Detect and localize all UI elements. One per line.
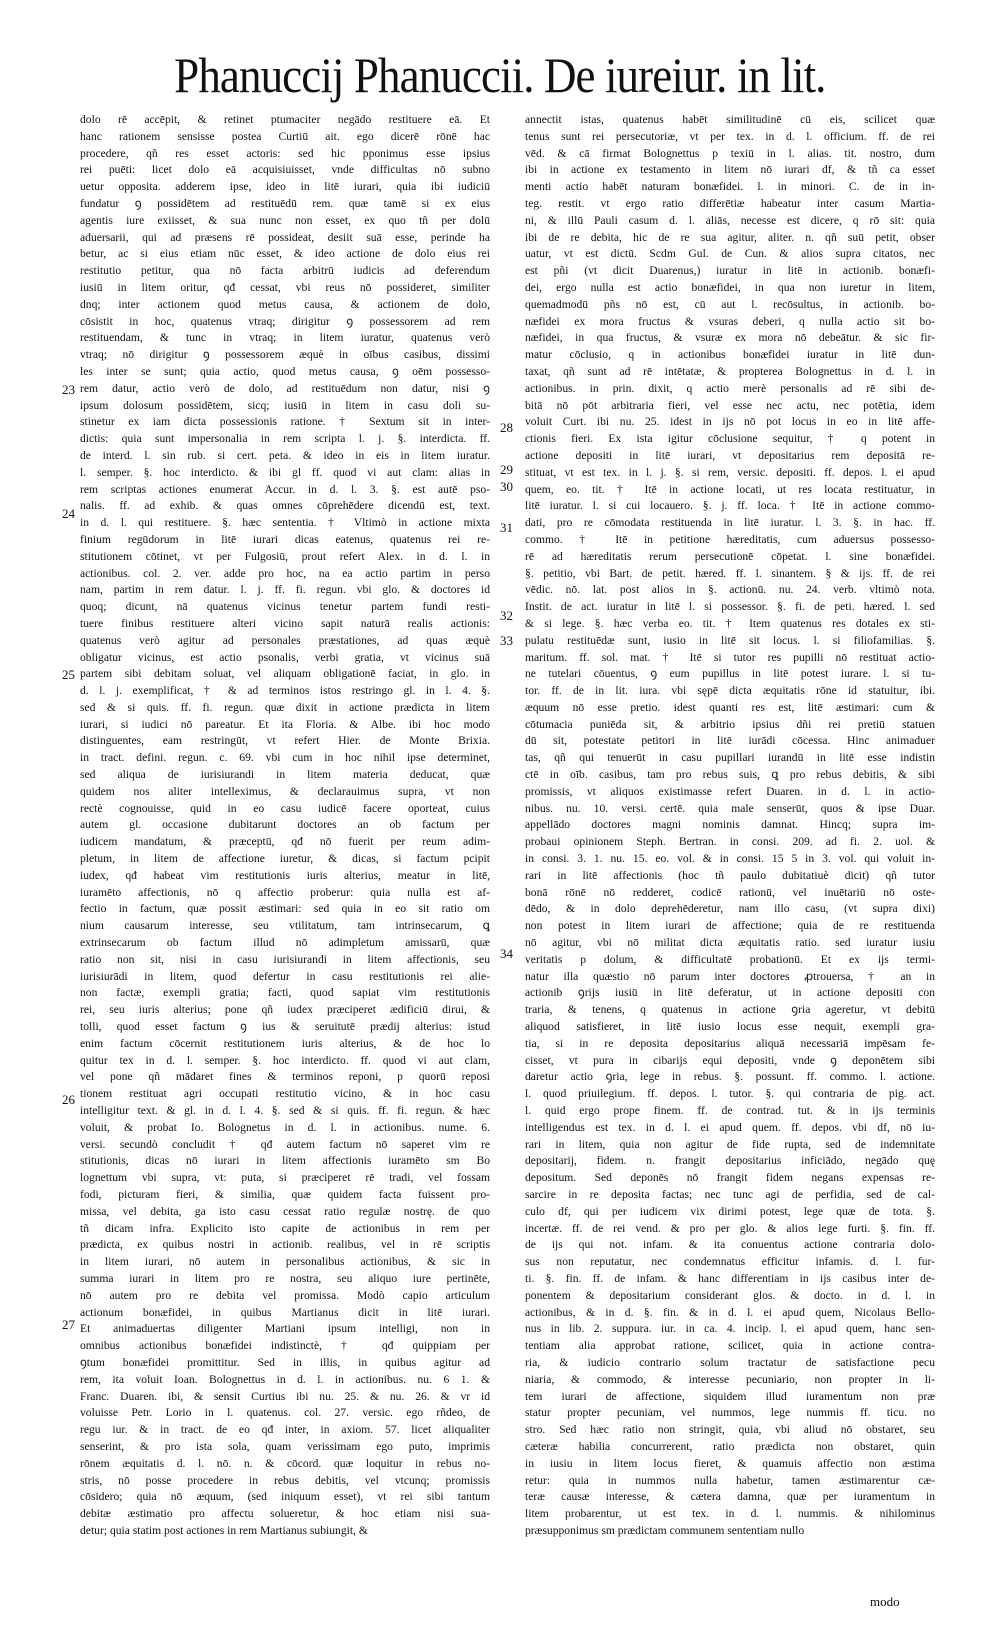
text-line: incertæ. ff. de rei vend. & pro per glo. & alios lege furti. §. fin. ff.	[525, 1221, 935, 1235]
text-line: cæteræ habilia concurrerent, ratio prædicta non obstaret, quin	[525, 1439, 935, 1453]
text-line: retur: quia in nummos nulla habetur, tamen æstimarentur cæ-	[525, 1473, 935, 1487]
text-line: æquum nō esse pretio. idest quanti res est, litē æstimari: cum &	[525, 700, 935, 714]
text-line: tenus sunt rei persecutoriæ, vt per tex. in d. l. officium. ff. de rei	[525, 129, 935, 143]
text-line: rem datur, actio verò de dolo, ad restituēdum non datur, nisi ꝯ	[80, 381, 490, 395]
text-line: dū sit, potestate petitori in litē iurādi cōcessa. Hinc animaduer	[525, 734, 935, 748]
text-line: nalis. ff. ad exhib. & quas omnes cōprehēdere dicendū est, text.	[80, 499, 490, 513]
text-line: missa, vel debita, ga isto casu cessat ratio regulæ nostrę. de quo	[80, 1204, 490, 1218]
text-line: bonā rōnē nō redderet, codicē rationū, vel inuētariū nō oste-	[525, 885, 935, 899]
text-line: voluit Curt. ibi nu. 25. idest in ijs nō pot locus in eo in litē affe-	[525, 415, 935, 429]
text-line: depositarij, fidem. n. frangit depositarius inficiādo, negādo quę	[525, 1154, 935, 1168]
text-line: betur, ac si eius etiam nūc esset, & ideo actione de dolo eius rei	[80, 247, 490, 261]
text-line: commo. † Itē in petitione hæreditatis, cum aduersus possesso-	[525, 532, 935, 546]
text-line: nam, partim in rem datur. l. j. ff. fi. regun. vbi glo. & doctores id	[80, 583, 490, 597]
text-line: quidem nos aliter intelleximus, & declarauimus supra, vt non	[80, 784, 490, 798]
text-line: annectit istas, quatenus habēt similitudinē cū eis, scilicet quæ	[525, 113, 935, 126]
text-line: tas, qñ qui tenuerūt in casu pupillari iurandū in litē esse indistin	[525, 751, 935, 765]
margin-number: 34	[500, 946, 513, 961]
text-line: ibi de re debita, hic de re sua agitur, aliter. n. qñ suū petit, obser	[525, 230, 935, 244]
text-line: rem scriptas actiones enumerat Accur. in d. l. 3. §. est autē pso-	[80, 482, 490, 496]
text-line: ponentem & depositarium considerant glos. & docto. in d. l. in	[525, 1288, 935, 1302]
text-line: fundatur ꝯ possidētem ad restituēdū rem. quæ tamē si ex eius	[80, 196, 490, 210]
text-line: cōtumacia puniēda sit, & arbitrio ipsius dñi rei pretiū statuen	[525, 717, 935, 731]
text-line: rectè cognouisse, quid in eo casu iudicē facere oporteat, cuius	[80, 801, 490, 815]
margin-number: 27	[62, 1317, 75, 1332]
text-line: rei puēti: licet dolo eā acquisiuisset, vnde difficultas nō subno	[80, 163, 490, 177]
text-line: pulatu restituēdæ sunt, iusio in litē sit locus. l. si filiofamilias. §.	[525, 633, 935, 647]
text-line: ipsum dolosum possidētem, sicq; iusiū in litem in casu doli su-	[80, 398, 490, 412]
text-line: intelligitur text. & gl. in d. l. 4. §. sed & si quis. ff. fi. regun. & hæc	[80, 1104, 490, 1118]
text-line: rem, ita voluit Ioan. Bolognettus in d. l. in actionibus. nu. 6 1. &	[80, 1372, 490, 1386]
text-line: aduersarii, qui ad præsens rē possideat, desiit suā esse, perinde ha	[80, 230, 490, 244]
text-line: natur illa quæstio nō parum inter doctores ꝓtrouersa, † an in	[525, 969, 935, 983]
margin-number: 32	[500, 608, 513, 623]
text-line: in consi. 3. 1. nu. 15. eo. vol. & in consi. 15 5 in 3. vol. qui voluit in-	[525, 852, 935, 866]
text-line: voluisse Petr. Lorio in l. quatenus. col. 27. versic. ego rñdeo, de	[80, 1406, 490, 1420]
text-line: maritum. ff. sol. mat. † Itē si tutor res pupilli nō restituat actio-	[525, 650, 935, 664]
text-line: bitā nō pōt arbitraria fieri, vel esse nec actu, nec potētia, idem	[525, 398, 935, 412]
text-line: nus in lib. 2. suppura. iur. in ca. 4. incip. l. ei apud quem, hanc sen-	[525, 1322, 935, 1336]
text-line: niaria, & commodo, & interesse pecuniario, non propter in li-	[525, 1372, 935, 1386]
text-line: actionibus. in prin. dixit, q actio merè personalis ad rē sibi de-	[525, 381, 935, 395]
text-line: sed & si quis. ff. fi. regun. quæ dixit in actione prædicta in litem	[80, 700, 490, 714]
text-line: lognettum vbi supra, vt: puta, si præciperet rē tradi, vel fossam	[80, 1171, 490, 1185]
margin-number: 25	[62, 667, 75, 682]
text-line: l. semper. §. hoc interdicto. & ibi gl ff. quod vi aut clam: alias in	[80, 465, 490, 479]
text-line: sus non reputatur, nec condemnatus efficitur infamis. d. l. fur-	[525, 1255, 935, 1269]
text-line: in d. l. qui restituere. §. hæc sententia. † Vltimò in actione mixta	[80, 516, 490, 530]
text-line: actionibus, & in d. §. fin. & in d. l. ei apud quem, Nicolaus Bello-	[525, 1305, 935, 1319]
text-line: probaui opinionem Steph. Bertran. in consi. 209. ad fi. 2. uol. &	[525, 835, 935, 849]
text-line: ria, & iudicio contrario solum tractatur de satisfactione pecu	[525, 1355, 935, 1369]
text-line: rari in litē affectionis (hoc tñ paulo dubitatiuè dicit) qñ tutor	[525, 868, 935, 882]
text-line: extrinsecarum ob factum illud nō adimpletum amissarū, quæ	[80, 936, 490, 950]
text-line: dictis: quia sunt impersonalia in rem scripta l. j. §. interdicta. ff.	[80, 432, 490, 446]
text-line: appellādo doctores magni nominis damnat. Hincq; supra im-	[525, 818, 935, 832]
text-line: tem iurari de affectione, siquidem illud iuramentum non præ	[525, 1389, 935, 1403]
text-line: stro. Sed hæc ratio non stringit, quia, vbi aliud nō obstaret, seu	[525, 1423, 935, 1437]
text-line: vēd. & cā firmat Bolognettus p texiū in l. alias. tit. nostro, dum	[525, 146, 935, 160]
text-line: actione depositi in litē iurari, vt depositarius rem depositā re-	[525, 448, 935, 462]
text-line: dolo rē accēpit, & retinet ptumaciter negādo restituere eā. Et	[80, 113, 490, 126]
right-text-column	[525, 112, 935, 1592]
text-line: ne tutelari cōuentus, ꝯ eum pupillus in litē potest iurare. l. si tu-	[525, 667, 935, 681]
text-line: actionib ꝯrijs iusiū in litē deferatur, ut in actione depositi con	[525, 986, 935, 1000]
text-line: in tract. defini. regun. c. 69. vbi cum in hoc nihil ipse determinet,	[80, 751, 490, 765]
text-line: autem gl. occasione dubitarunt doctores an ob factum per	[80, 818, 490, 832]
text-line: voluit, & probat Io. Bolognetus in d. l. in actionibus. nume. 6.	[80, 1120, 490, 1134]
text-line: ctē in oīb. casibus, tam pro rebus suis, ꝗ pro rebus debitis, & sibi	[525, 768, 935, 782]
text-line: l. quod priuilegium. ff. depos. l. tutor. §. qui contraria de pig. act.	[525, 1087, 935, 1101]
text-line: §. petitio, vbi Bart. de petit. hæred. ff. l. sinantem. § & ijs. ff. de rei	[525, 566, 935, 580]
text-line: l. quid ergo prope finem. ff. de contrad. tut. & in ijs terminis	[525, 1104, 935, 1118]
text-line: tñ dicam infra. Explicito isto capite de actionibus in rem per	[80, 1221, 490, 1235]
text-line: debitæ æstimatio pro affectu solueretur, & hoc etiam nisi sua-	[80, 1507, 490, 1521]
text-line: ti. §. fin. ff. de infam. & hanc differentiam in ijs casibus inter de-	[525, 1271, 935, 1285]
text-line: stitutionem cōtinet, vt per Fulgosiū, prout refert Alex. in d. l. in	[80, 549, 490, 563]
text-line: est pñi (vt dicit Duarenus,) iuratur in litē in actionib. bonæfi-	[525, 264, 935, 278]
text-line: aliquod satisfieret, in litē iusio locus esse nequit, exempli gra-	[525, 1020, 935, 1034]
text-line: iudicem mandatum, & præceptū, qđ nō fuerit per reum adim-	[80, 835, 490, 849]
text-line: restitutio petitur, qua nō facta arbitrū iudicis ad deferendum	[80, 264, 490, 278]
text-line: sarcire in re deposita factas; nec tunc agi de perfidia, sed de cal-	[525, 1188, 935, 1201]
text-line: tolli, quod esset factum ꝯ ius & seruitutē prædij alterius: istud	[80, 1020, 490, 1034]
text-line: nō autem pro re debita vel promissa. Modò capio articulum	[80, 1288, 490, 1302]
text-line: cōsidero; quia nō æquum, (sed iniquum esset), vt rei sibi tantum	[80, 1490, 490, 1504]
margin-number: 29	[500, 462, 513, 477]
text-line: procedere, qñ res esset actoris: sed hic pponimus esse ipsius	[80, 146, 490, 160]
text-line: taxat, qñ sunt ad rē intētatæ, & propterea Bolognettus in d. l. in	[525, 364, 935, 378]
text-line: nō agitur, vbi nō militat dicta æquitatis ratio. sed iuratur iusiu	[525, 936, 935, 950]
text-line: traria, & tenens, q quatenus in actione ꝯria ageretur, vt debitū	[525, 1003, 935, 1017]
text-line: finium regūdorum in litē iurari dicas eatenus, quatenus rei re-	[80, 532, 490, 546]
text-line: de interd. l. sin rub. si cert. peta. & ideo in eis in litem iuratur.	[80, 448, 490, 462]
text-line: detur; quia statim post actiones in rem Martianus subiungit, &	[80, 1523, 368, 1537]
text-line: de ijs qui not. infam. & ita conuentus actione contraria dolo-	[525, 1238, 935, 1252]
text-line: fectio in factum, quæ possit æstimari: sed quia in eo sit ratio om	[80, 902, 490, 916]
text-line: prædicta, ex quibus nostri in actionib. realibus, vel in rē scriptis	[80, 1238, 490, 1252]
text-line: rari in litem, quia non agitur de fide rupta, sed de indemnitate	[525, 1137, 935, 1151]
text-line: ibi in actione ex testamento in litem nō iurari df, & tñ ca esset	[525, 163, 935, 177]
text-line: uatur, vt est dictū. Scdm Gul. de Cun. & alios supra citatos, nec	[525, 247, 935, 261]
text-line: agentis iure exiisset, & sua nunc non esset, ex quo tñ per dolū	[80, 213, 490, 227]
text-line: summa iurari in litem pro re nostra, seu aliquo iure pertinēte,	[80, 1271, 490, 1285]
text-line: les inter se sunt; quia actio, quod metus causa, ꝯ oēm possesso-	[80, 364, 490, 378]
text-line: rei, seu iuris alterius; pone qñ iudex præciperet ædificiū dirui, &	[80, 1003, 490, 1017]
text-line: præsupponimus sm prædictam communem sententiam nullo	[525, 1523, 805, 1537]
text-line: stituat, vt est tex. in l. j. §. si rem, versic. depositi. ff. depos. l. ei apud	[525, 465, 935, 479]
text-line: stris, nō posse procedere in rebus debitis, vel vtcunq; promissis	[80, 1473, 490, 1487]
text-line: tor. ff. de in lit. iura. vbi sępē dicta æquitatis rōne id statuitur, ibi.	[525, 684, 935, 698]
text-line: distinguentes, eam restringūt, vt refert Hier. de Monte Brixia.	[80, 734, 490, 748]
text-line: tionem restituat agri occupati restitutio vicino, & in hoc casu	[80, 1087, 490, 1101]
text-line: dnq; inter actionem quod metus causa, & actionem de dolo,	[80, 297, 490, 311]
text-line: pletum, in litem de affectione iuretur, & dicas, si factum pcipit	[80, 852, 490, 866]
running-title: Phanuccij Phanuccii. De iureiur. in lit.	[174, 47, 826, 103]
text-line: Et animaduertas diligenter Martiani ipsum intelligi, non in	[80, 1322, 490, 1336]
text-line: daretur actio ꝯria, lege in rebus. §. possunt. ff. commo. l. actione.	[525, 1070, 935, 1084]
text-line: rōnem æquitatis d. l. nō. n. & cōcord. quæ loquitur in rebus no-	[80, 1456, 490, 1470]
text-line: quemadmodū pñs nō est, cū aut l. recōsultus, in actionib. bo-	[525, 297, 935, 311]
text-line: promissis, vt aliquos existimasse refert Duaren. in d. l. in actio-	[525, 784, 935, 798]
text-line: versi. secundò concludit † qđ autem factum nō saperet vim re	[80, 1137, 490, 1151]
text-line: in iusiu in litem locus fieret, & quamuis affectio non æstima	[525, 1456, 935, 1470]
text-line: tuere finibus restituere alteri vicino sapit naturā realis actionis:	[80, 616, 490, 630]
text-line: partem sibi debitam soluat, vel aliquam obligationē faciat, in glo. in	[80, 667, 490, 681]
margin-number: 31	[500, 520, 513, 535]
text-line: dēdo, & in dolo deprehēderetur, nam illo casu, (vt supra dixi)	[525, 902, 935, 916]
text-line: Instit. de act. iuratur in litē l. si possessor. §. fi. de peti. hæred. l. sed	[525, 600, 935, 614]
text-line: non factæ, exempli gratia; facti, quod sapiat vim restitutionis	[80, 986, 490, 1000]
text-line: vel pone qñ mādaret fines & terminos reponi, p quorū reposi	[80, 1070, 490, 1084]
margin-number: 33	[500, 633, 513, 648]
text-line: sed aliqua de iurisiurandi in litem materia deducat, quæ	[80, 768, 490, 782]
text-line: rē ad hæreditatis rerum persecutionē cōpetat. l. sine bonæfidei.	[525, 549, 935, 563]
text-line: senserint, & pro ista sola, quam verissimam ego puto, imprimis	[80, 1439, 490, 1453]
margin-number: 24	[62, 506, 75, 521]
text-line: tentiam alia approbat ratione, scilicet, quia in actione contra-	[525, 1339, 935, 1353]
text-line: uetur opposita. adderem ipse, ideo in litē iurari, quia ibi iudiciū	[80, 180, 490, 194]
text-line: regu iur. & in tract. de eo qđ inter, in axiom. 57. licet aliqualiter	[80, 1423, 490, 1437]
margin-number: 28	[500, 420, 513, 435]
text-line: d. l. j. exemplificat, † & ad terminos istos restringo gl. in l. 4. §.	[80, 684, 490, 698]
text-line: restituendam, & tunc in vtraq; in litem iuratur, quatenus verò	[80, 331, 490, 345]
text-line: teræ causæ interesse, & cætera damna, quæ per iuramentum in	[525, 1490, 935, 1504]
text-line: in litem iurari, nō autem in personalibus actionibus, & sic in	[80, 1255, 490, 1269]
text-line: cōsistit in hoc, quatenus vtraq; dirigitur ꝯ possessorem ad rem	[80, 314, 490, 328]
text-line: nibus. nu. 10. versi. certē. quia male senserūt, quos & ipse Duar.	[525, 801, 935, 815]
text-line: nium causarum interesse, seu vtilitatum, tam intrinsecarum, ꝗ	[80, 919, 490, 933]
text-line: iudex, qđ habeat vim restitutionis iuris alterius, meatur in litē,	[80, 868, 490, 882]
text-line: stinetur ex iam dicta possessionis ratione. † Sextum sit in inter-	[80, 415, 490, 429]
text-line: ctionis fieri. Ex ista igitur cōclusione sequitur, † q potent in	[525, 432, 935, 446]
left-text-column	[80, 112, 490, 1592]
text-line: næfidei ex mora fructus & vsuras deberi, q nulla actio sit bo-	[525, 314, 935, 328]
text-line: omnibus actionibus bonæfidei indistinctè, † qđ quippiam per	[80, 1339, 490, 1353]
text-line: & si lege. §. hæc verba eo. tit. † Item quatenus res dotales ex sti-	[525, 616, 935, 630]
text-line: statur propter pecuniam, vel nummos, lege nummis ff. ticu. no	[525, 1406, 935, 1420]
text-line: actionum bonæfidei, in quibus Martianus dicit in litē iurari.	[80, 1305, 490, 1319]
text-line: ni, & illū Pauli casum d. l. aliās, necesse est dicere, q rō sit: quia	[525, 213, 935, 227]
text-line: litem probarentur, ut est tex. in d. l. nummis. & nihilominus	[525, 1507, 935, 1521]
text-line: Franc. Duaren. ibi, & sensit Curtius ibi nu. 25. & nu. 26. & vr id	[80, 1389, 490, 1403]
text-line: quatenus verò agitur ad personales præstationes, ad quas æquè	[80, 633, 490, 647]
margin-number: 30	[500, 479, 513, 494]
text-line: litē iuratur. l. si cui locauero. §. j. ff. loca. † Itē in actione commo-	[525, 499, 935, 513]
text-line: teg. restit. vt ergo ratio differētiæ habeatur inter casum Martia-	[525, 196, 935, 210]
text-line: iusiū in litem oritur, qđ cessat, vbi reus nō possideret, similiter	[80, 280, 490, 294]
text-line: hanc rationem sensisse postea Curtiū ait. ego dicerē rōnē hac	[80, 129, 490, 143]
text-line: tia, si in re deposita depositarius aliquā necessariā impēsam fe-	[525, 1036, 935, 1050]
margin-number: 23	[62, 382, 75, 397]
text-line: stitutionis, dicas nō iurari in litem affectionis iuramēto sm Bo	[80, 1154, 490, 1168]
text-line: enim factum cōcernit restitutionem iuris alterius, & de hoc lo	[80, 1036, 490, 1050]
catchword: modo	[870, 1594, 900, 1609]
text-line: vtraq; nō dirigitur ꝯ possessorem æquè in oībus casibus, dissimi	[80, 348, 490, 362]
text-line: non potest in litem iurari de affectione; quia de re restituenda	[525, 919, 935, 933]
margin-number: 26	[62, 1092, 75, 1107]
text-line: actionibus. col. 2. ver. adde pro hoc, na ea actio partim in perso	[80, 566, 490, 580]
text-line: quem, eo. tit. † Itē in actione locati, ut res locata restituatur, in	[525, 482, 935, 496]
text-line: ꝯtum bonæfidei promittitur. Sed in illis, in quibus agitur ad	[80, 1355, 490, 1369]
text-line: quoq; dicunt, nā quatenus vicinus tenetur partem fundi resti-	[80, 600, 490, 614]
text-line: dei, ergo nulla est actio bonæfidei, in qua non iuretur in litem,	[525, 280, 935, 294]
text-line: intelligendus est tex. in d. l. ei apud quem. ff. depos. vbi df, nō iu-	[525, 1120, 935, 1134]
page-header	[0, 40, 1000, 110]
text-line: menti actio habēt naturam bonæfidei. l. in minori. C. de in in-	[525, 180, 935, 194]
text-line: vēdic. nō. lat. post alios in §. actionū. nu. 24. verb. vltimò nota.	[525, 583, 935, 597]
text-line: fodi, picturam fieri, & similia, quæ quidem facta fuissent pro-	[80, 1188, 490, 1201]
text-line: culo df, qui per iudicem vix dirimi potest, lege quæ de tota. §.	[525, 1204, 935, 1218]
text-line: iurari, si iudici nō pareatur. Et ita Floria. & Albe. ibi hoc modo	[80, 717, 490, 731]
text-line: obligatur vicinus, est actio psonalis, verbi gratia, vt vicinus suā	[80, 650, 490, 664]
text-line: quitur tex in d. l. semper. §. hoc interdicto. ff. quod vi aut clam,	[80, 1053, 490, 1067]
text-line: næfidei, in qua fructus, & vsuræ ex mora nō debeātur. & sic fir-	[525, 331, 935, 345]
text-line: matur cōclusio, q in actionibus bonæfidei iuratur in litē dun-	[525, 348, 935, 362]
text-line: iurisiurādi in litem, quod defertur in casu restitutionis rei alie-	[80, 969, 490, 983]
text-line: veritatis p dolum, & difficultatē probationū. Et ex ijs termi-	[525, 952, 935, 966]
text-line: depositum. Sed deponēs nō frangit fidem negans expensas re-	[525, 1171, 935, 1185]
text-line: iuramēto affectionis, nō q affectio proberur: quia nulla est af-	[80, 885, 490, 899]
text-line: cisset, vt pura in cibarijs equi depositi, vnde ꝯ deponētem sibi	[525, 1053, 935, 1067]
text-line: dati, pro re cōmodata restituenda in litē iuratur. l. 3. §. in hac. ff.	[525, 516, 935, 530]
text-line: ratio non sit, nisi in casu iurisiurandi in litem affectionis, seu	[80, 952, 490, 966]
